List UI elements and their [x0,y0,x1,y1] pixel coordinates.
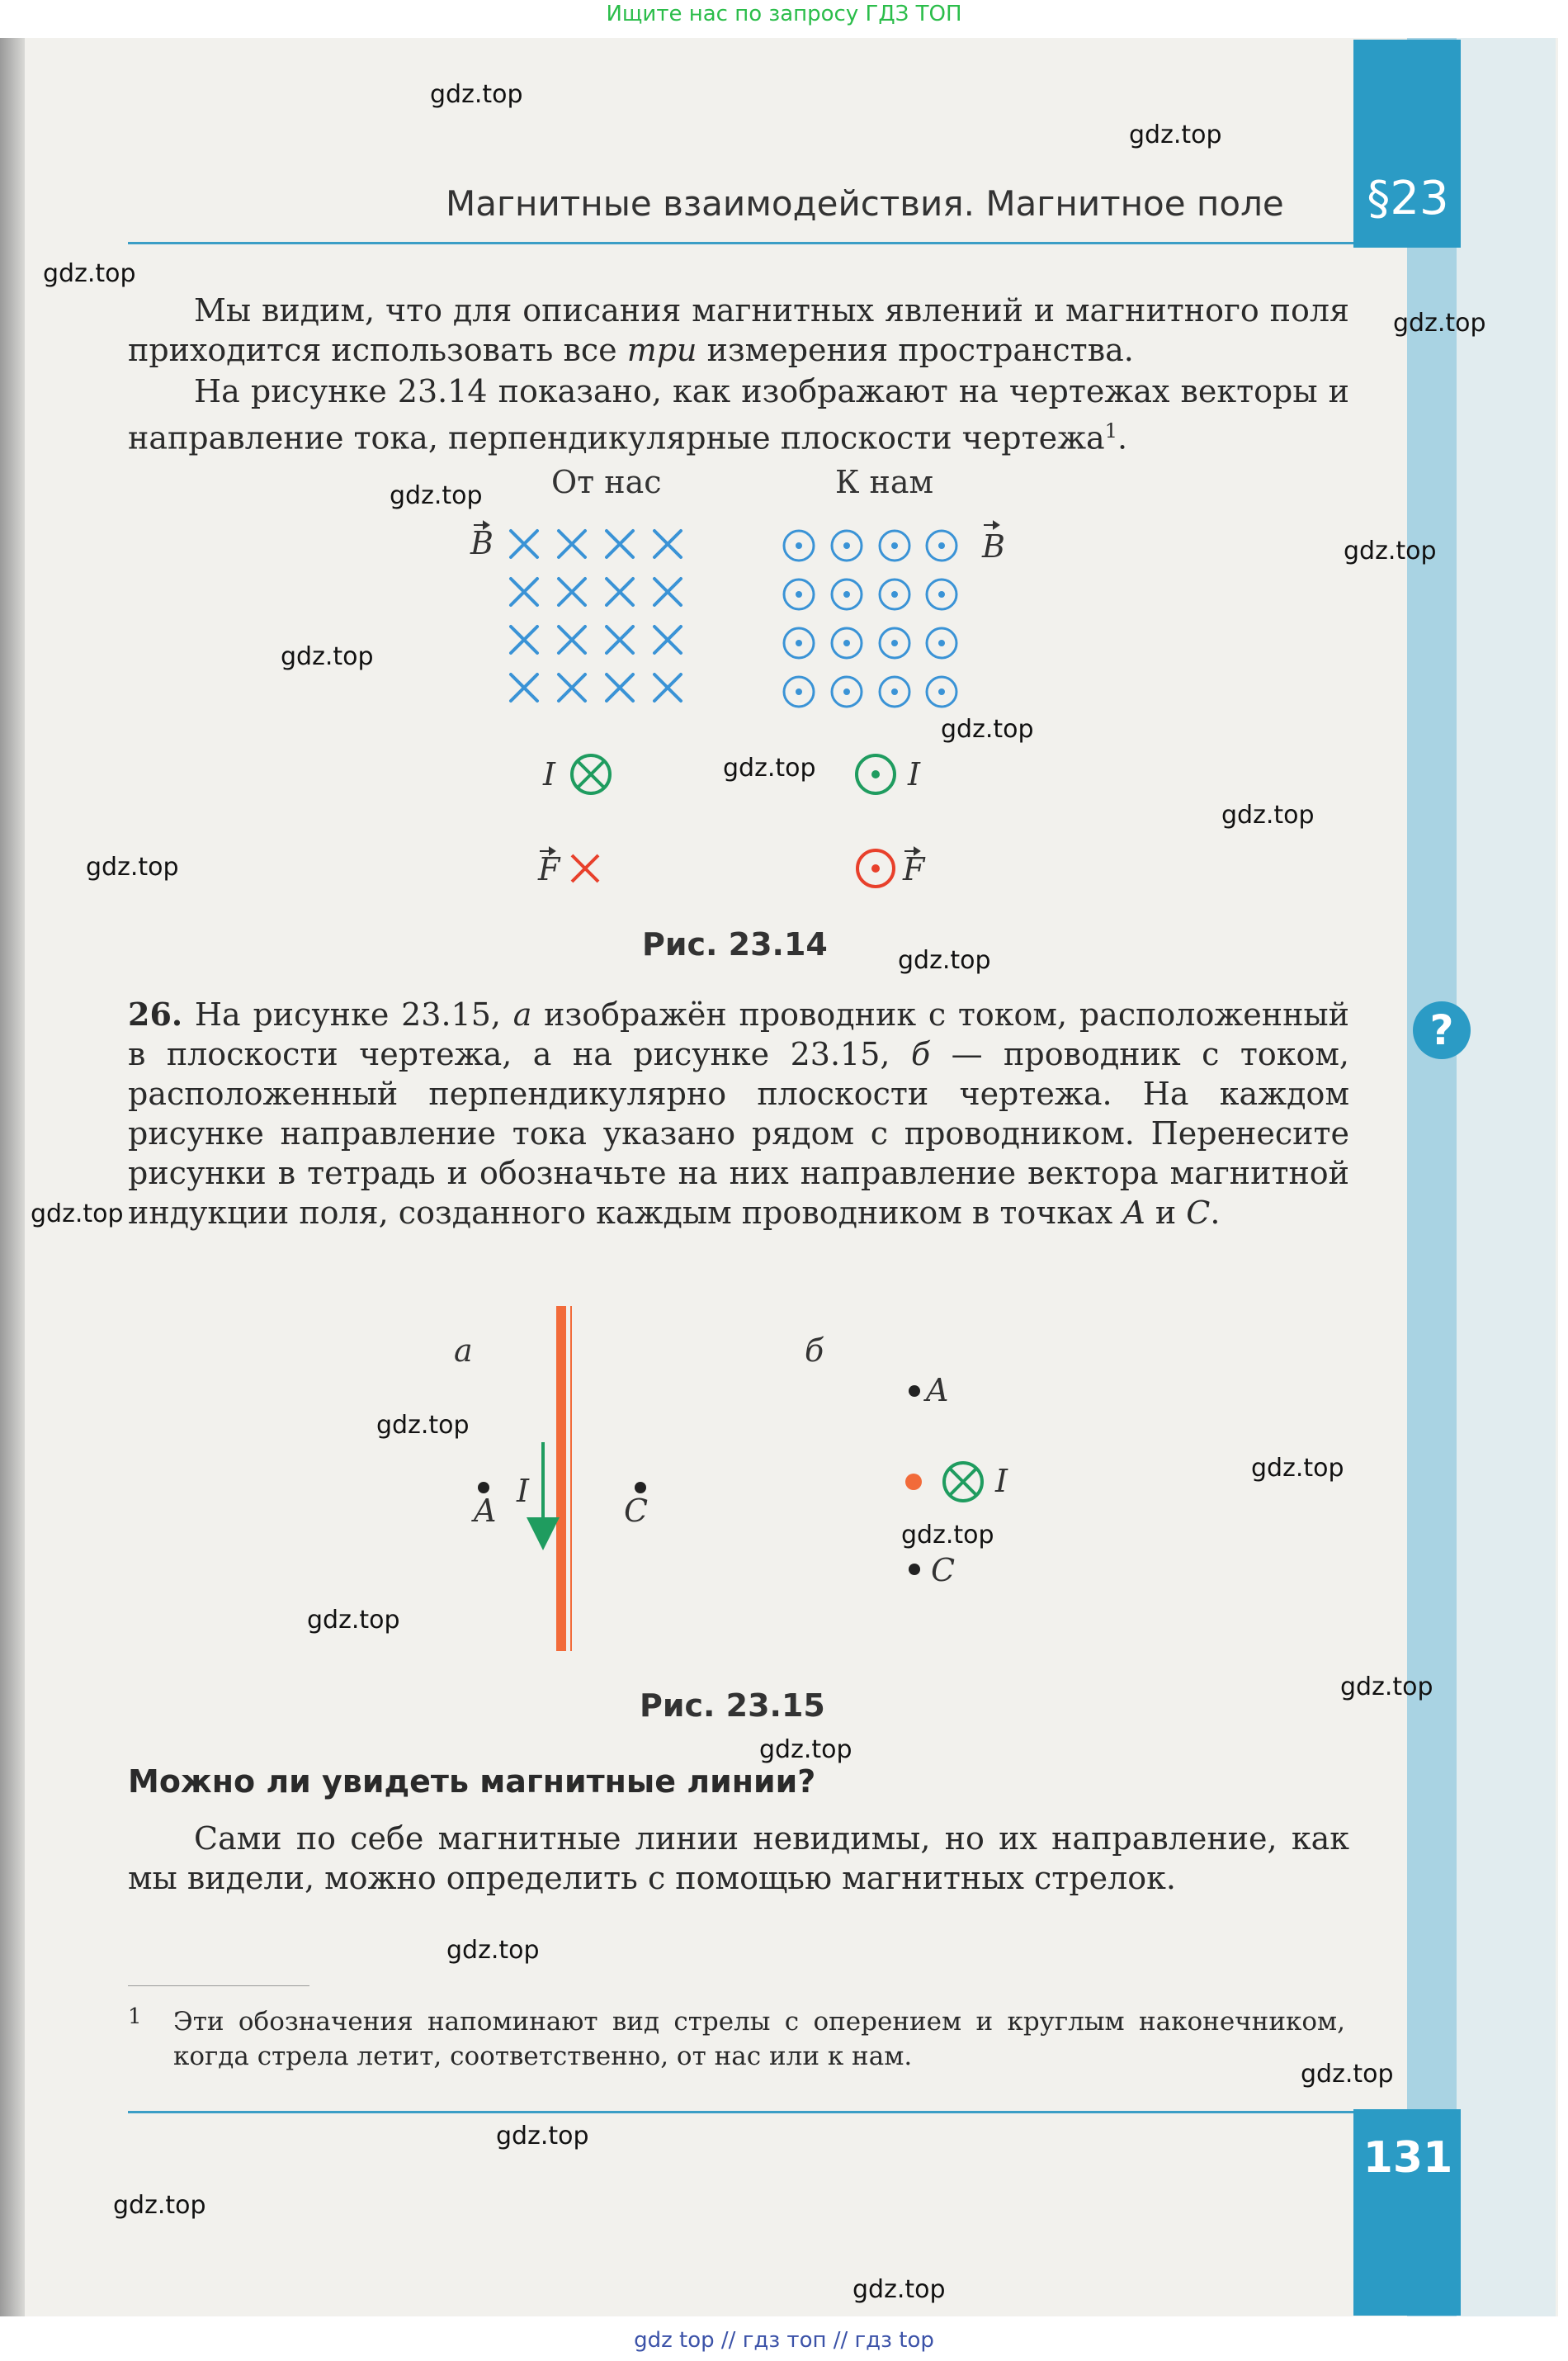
cross-symbol [607,579,633,605]
watermark: gdz.top [1129,121,1222,149]
watermark: gdz.top [390,481,483,510]
watermark: gdz.top [113,2191,206,2220]
paragraph-2: На рисунке 23.14 показано, как изображают на чертежах векторы и направление тока, перпендикулярные плоскости чертежа$^1$. [128,373,1349,457]
figure-a-label: а [454,1332,473,1369]
task-26-text: 26. На рисунке 23.15, а изображён проводник с током, расположенный в плоскости чертежа, а на рисунке 23.15, б — проводник с током, расположенный перпендикулярно плоскости чертежа. На каждом рисунке направление тока указано рядом с проводником. Перенесите рисунки в тетрадь и обозначьте на них направление вектора магнитной индукции поля, созданного каждым проводником в точках A и C. [128,996,1349,1231]
top-ad-banner[interactable]: Ищите нас по запросу ГДЗ ТОП [606,2,962,26]
vector-arrows [474,522,999,854]
point-a-label: A [474,1493,497,1529]
current-away-symbol [572,755,610,793]
vector-b-label-right: B [982,528,1005,565]
cross-symbol [511,674,537,701]
force-away-symbol [572,855,598,882]
watermark: gdz.top [281,642,374,671]
watermark: gdz.top [1344,537,1437,565]
watermark: gdz.top [1340,1673,1433,1701]
force-toward-symbol [857,850,894,887]
watermark: gdz.top [901,1521,994,1550]
watermark: gdz.top [1251,1454,1344,1483]
task-number: 26. [128,996,183,1033]
cross-symbol [511,627,537,653]
b-field-toward-dot-centers [796,542,945,695]
cross-symbol [559,674,585,701]
watermark: gdz.top [898,946,991,975]
watermark: gdz.top [496,2122,589,2150]
watermark: gdz.top [1393,309,1486,338]
watermark: gdz.top [31,1199,124,1228]
cross-symbol [559,531,585,557]
watermark: gdz.top [1221,801,1315,830]
current-away-symbol-b [944,1463,982,1501]
cross-symbol [559,627,585,653]
point-a-dot-b [909,1385,920,1397]
current-label-a: I [517,1473,530,1509]
cross-symbol [511,531,537,557]
cross-symbol [654,579,681,605]
cross-symbol [559,579,585,605]
cross-symbol [511,579,537,605]
figure-23-15-caption: Рис. 23.15 [640,1687,825,1724]
current-toward-symbol [857,755,895,793]
footer-rule [128,2111,1353,2113]
point-c-label-b: C [931,1552,956,1588]
b-field-toward-dots [784,531,956,707]
running-header-title: Магнитные взаимодействия. Магнитное поле [446,183,1284,224]
conductor-in-plane [556,1306,571,1651]
paragraph-1: Мы видим, что для описания магнитных явлений и магнитного поля приходится использовать все три измерения пространства. [128,292,1349,368]
cross-symbol [654,627,681,653]
force-label-right: F [903,851,925,887]
section-paragraph: Сами по себе магнитные линии невидимы, но их направление, как мы видели, можно определить с помощью магнитных стрелок. [128,1820,1349,1896]
footnote-mark: 1 [128,2004,142,2029]
watermark: gdz.top [86,853,179,882]
label-from-us: От нас [551,464,662,500]
point-c-dot-b [909,1564,920,1575]
cross-symbol [607,531,633,557]
current-label-b: I [995,1463,1008,1499]
current-label-left: I [543,756,556,793]
watermark: gdz.top [43,259,136,288]
figure-23-14-caption: Рис. 23.14 [642,926,828,963]
cross-symbol [654,531,681,557]
section-heading: Можно ли увидеть магнитные линии? [128,1763,816,1800]
watermark: gdz.top [759,1735,852,1764]
watermark: gdz.top [723,754,816,783]
page-number: 131 [1363,2133,1453,2183]
point-c-label: C [624,1493,649,1529]
watermark: gdz.top [941,715,1034,744]
watermark: gdz.top [852,2275,946,2304]
watermark: gdz.top [430,80,523,109]
cross-symbol [654,674,681,701]
cross-symbol [607,627,633,653]
label-toward-us: К нам [835,464,934,500]
footnote-rule [128,1985,309,1986]
cross-symbol [607,674,633,701]
watermark: gdz.top [307,1606,400,1635]
point-a-label-b: A [926,1372,949,1408]
point-c-dot [635,1482,646,1493]
watermark: gdz.top [446,1936,540,1965]
section-number: §23 [1367,172,1449,225]
b-field-away-crosses [511,531,681,701]
watermark: gdz.top [376,1411,470,1440]
vector-b-label-left: B [470,525,494,561]
question-icon: ? [1413,1001,1471,1059]
footnote-text: Эти обозначения напоминают вид стрелы с оперением и круглым наконечником, когда стрела летит, соответственно, от нас или к нам. [173,2007,1345,2071]
current-label-right: I [908,756,921,793]
watermark: gdz.top [1301,2060,1394,2089]
figure-b-label: б [805,1332,824,1369]
bottom-ad-links[interactable]: gdz top // гдз топ // гдз top [634,2328,934,2353]
conductor-section-dot [905,1474,922,1490]
point-a-dot [478,1482,489,1493]
force-label-left: F [538,851,560,887]
